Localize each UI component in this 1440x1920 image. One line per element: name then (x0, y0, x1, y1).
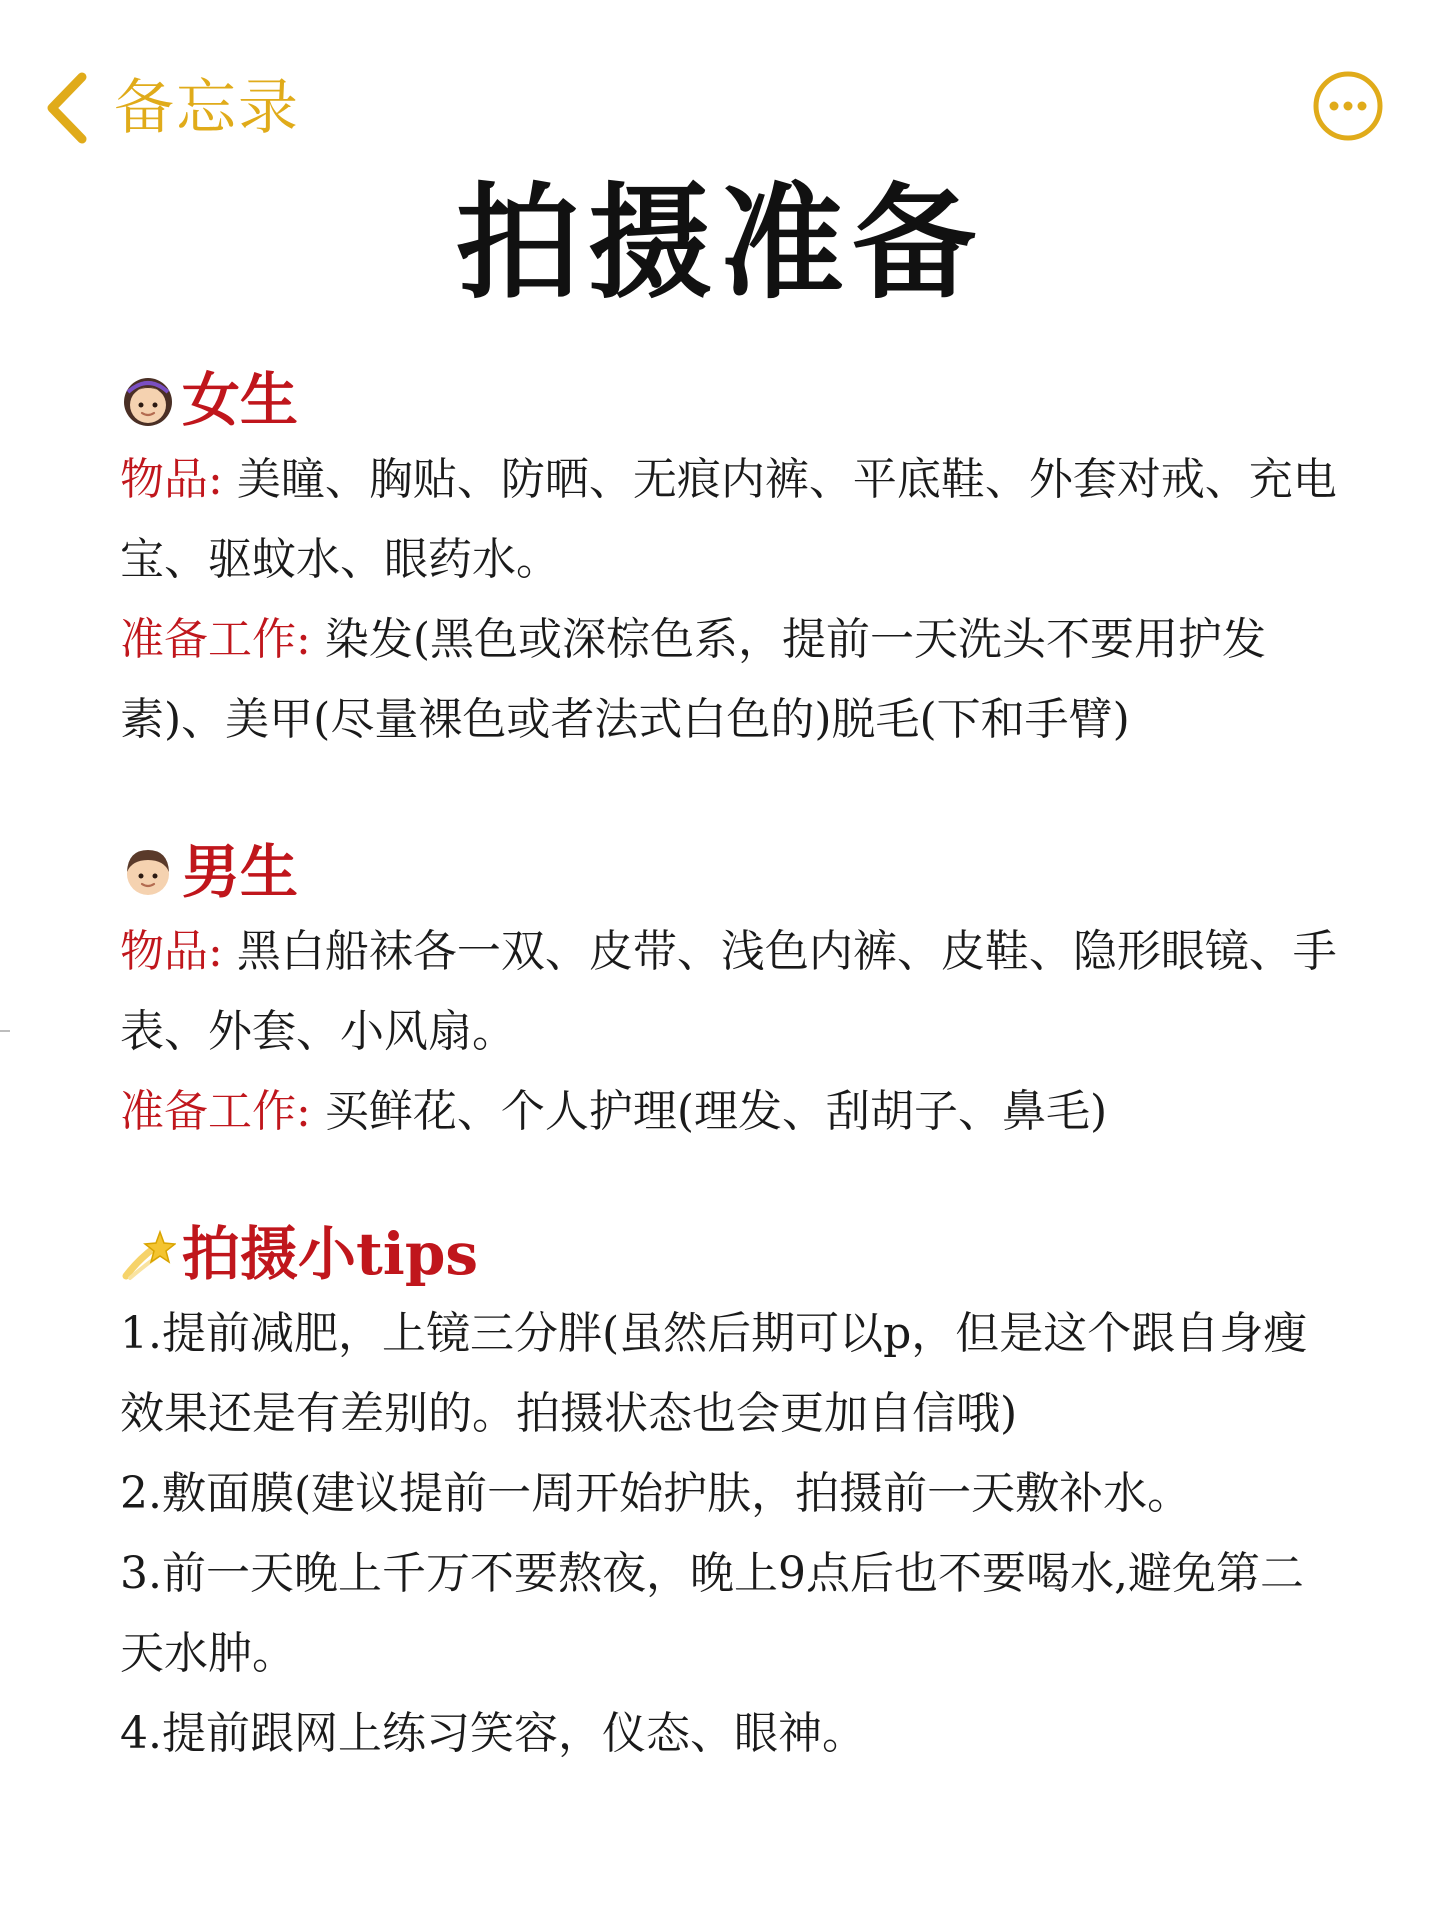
section-title: 女生 (182, 366, 299, 434)
tip-item: 3.前一天晚上千万不要熬夜，晚上9点后也不要喝水,避免第二天水肿。 (120, 1548, 1304, 1679)
boy-face-icon (120, 844, 176, 900)
prep-label: 准备工作: (120, 614, 311, 665)
section-title: 男生 (182, 838, 299, 906)
tip-item: 2.敷面膜(建议提前一周开始护肤，拍摄前一天敷补水。 (120, 1468, 1192, 1519)
note-title: 拍摄准备 (455, 171, 984, 316)
girl-face-icon (120, 372, 176, 428)
items-paragraph (120, 912, 1345, 1072)
prep-text: 买鲜花、个人护理(理发、刮胡子、鼻毛) (310, 1086, 1108, 1137)
items-label: 物品: (120, 926, 223, 977)
back-label: 备忘录 (114, 73, 300, 143)
section-heading-tips (120, 1214, 1345, 1294)
prep-paragraph (120, 600, 1345, 760)
prep-text: 染发(黑色或深棕色系，提前一天洗头不要用护发素)、美甲(尽量裸色或者法式白色的)脱毛(下和手臂) (120, 614, 1266, 745)
note-body[interactable] (120, 360, 1345, 1774)
chevron-left-icon (42, 71, 90, 145)
items-text: 美瞳、胸贴、防晒、无痕内裤、平底鞋、外套对戒、充电宝、驱蚊水、眼药水。 (120, 454, 1337, 585)
tip-item: 4.提前跟网上练习笑容，仪态、眼神。 (120, 1708, 866, 1759)
items-label: 物品: (120, 454, 223, 505)
section-title: 拍摄小tips (182, 1220, 479, 1288)
items-paragraph (120, 440, 1345, 600)
tip-item: 1.提前减肥，上镜三分胖(虽然后期可以p，但是这个跟自身瘦效果还是有差别的。拍摄状态也会更加自信哦) (120, 1308, 1308, 1439)
navigation-bar (0, 0, 1440, 150)
prep-label: 准备工作: (120, 1086, 311, 1137)
section-heading-boys (120, 832, 1345, 912)
shooting-star-icon (120, 1226, 176, 1282)
more-options-button[interactable] (1312, 70, 1384, 142)
items-text: 黑白船袜各一双、皮带、浅色内裤、皮鞋、隐形眼镜、手表、外套、小风扇。 (120, 926, 1337, 1057)
back-button[interactable] (42, 68, 300, 148)
ellipsis-circle-icon (1312, 70, 1384, 142)
edge-marker (0, 1030, 10, 1032)
prep-paragraph (120, 1072, 1345, 1152)
section-heading-girls (120, 360, 1345, 440)
